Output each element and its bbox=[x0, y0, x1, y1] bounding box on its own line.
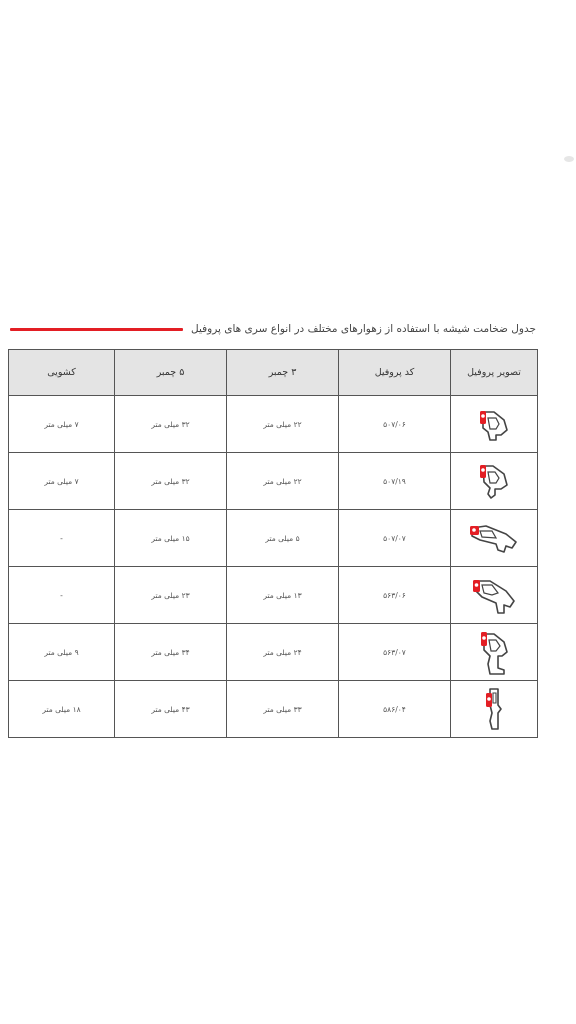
profile-type-e-icon bbox=[474, 628, 514, 676]
profile-image-cell bbox=[451, 396, 538, 453]
sliding-cell: - bbox=[9, 567, 115, 624]
sliding-cell: ۷ میلی متر bbox=[9, 453, 115, 510]
profile-image-cell bbox=[451, 567, 538, 624]
sliding-cell: ۹ میلی متر bbox=[9, 624, 115, 681]
table-row bbox=[9, 453, 538, 510]
profile-image-cell bbox=[451, 510, 538, 567]
header-code: کد پروفیل bbox=[339, 350, 451, 396]
sliding-cell: ۷ میلی متر bbox=[9, 396, 115, 453]
page-title: جدول ضخامت شیشه با استفاده از زهوارهای مختلف در انواع سری های پروفیل bbox=[191, 323, 536, 335]
profile-code-cell: ۵۰۷/۱۹ bbox=[339, 453, 451, 510]
bead3-cell: ۵ میلی متر bbox=[227, 510, 339, 567]
bead5-cell: ۲۳ میلی متر bbox=[115, 567, 227, 624]
header-image: تصویر پروفیل bbox=[451, 350, 538, 396]
bead3-cell: ۲۲ میلی متر bbox=[227, 396, 339, 453]
bead3-cell: ۲۲ میلی متر bbox=[227, 453, 339, 510]
profile-code-cell: ۵۸۶/۰۴ bbox=[339, 681, 451, 738]
profile-type-c-icon bbox=[466, 518, 522, 558]
sliding-cell: - bbox=[9, 510, 115, 567]
profile-code-cell: ۵۰۷/۰۶ bbox=[339, 396, 451, 453]
profile-code-cell: ۵۶۳/۰۶ bbox=[339, 567, 451, 624]
sliding-cell: ۱۸ میلی متر bbox=[9, 681, 115, 738]
bead5-cell: ۳۴ میلی متر bbox=[115, 624, 227, 681]
bead3-cell: ۱۳ میلی متر bbox=[227, 567, 339, 624]
profile-type-d-icon bbox=[468, 573, 520, 617]
header-bead5: ۵ چمبر bbox=[115, 350, 227, 396]
profile-type-a-icon bbox=[474, 404, 514, 444]
profile-image-cell bbox=[451, 453, 538, 510]
bead5-cell: ۳۲ میلی متر bbox=[115, 453, 227, 510]
table-row bbox=[9, 624, 538, 681]
bead5-cell: ۴۳ میلی متر bbox=[115, 681, 227, 738]
title-row bbox=[10, 320, 536, 338]
bead5-cell: ۳۲ میلی متر bbox=[115, 396, 227, 453]
bead3-cell: ۲۴ میلی متر bbox=[227, 624, 339, 681]
profile-table bbox=[8, 349, 538, 738]
profile-code-cell: ۵۰۷/۰۷ bbox=[339, 510, 451, 567]
profile-image-cell bbox=[451, 681, 538, 738]
profile-type-f-icon bbox=[478, 685, 510, 733]
profile-image-cell bbox=[451, 624, 538, 681]
title-accent-line bbox=[10, 328, 183, 331]
header-bead3: ۳ چمبر bbox=[227, 350, 339, 396]
table-row bbox=[9, 510, 538, 567]
table-row bbox=[9, 567, 538, 624]
table-row bbox=[9, 681, 538, 738]
profile-type-b-icon bbox=[474, 460, 514, 502]
table-row bbox=[9, 396, 538, 453]
bead5-cell: ۱۵ میلی متر bbox=[115, 510, 227, 567]
profile-code-cell: ۵۶۳/۰۷ bbox=[339, 624, 451, 681]
table-header-row bbox=[9, 350, 538, 396]
bead3-cell: ۳۳ میلی متر bbox=[227, 681, 339, 738]
header-sliding: کشویی bbox=[9, 350, 115, 396]
edge-decoration bbox=[564, 156, 574, 162]
